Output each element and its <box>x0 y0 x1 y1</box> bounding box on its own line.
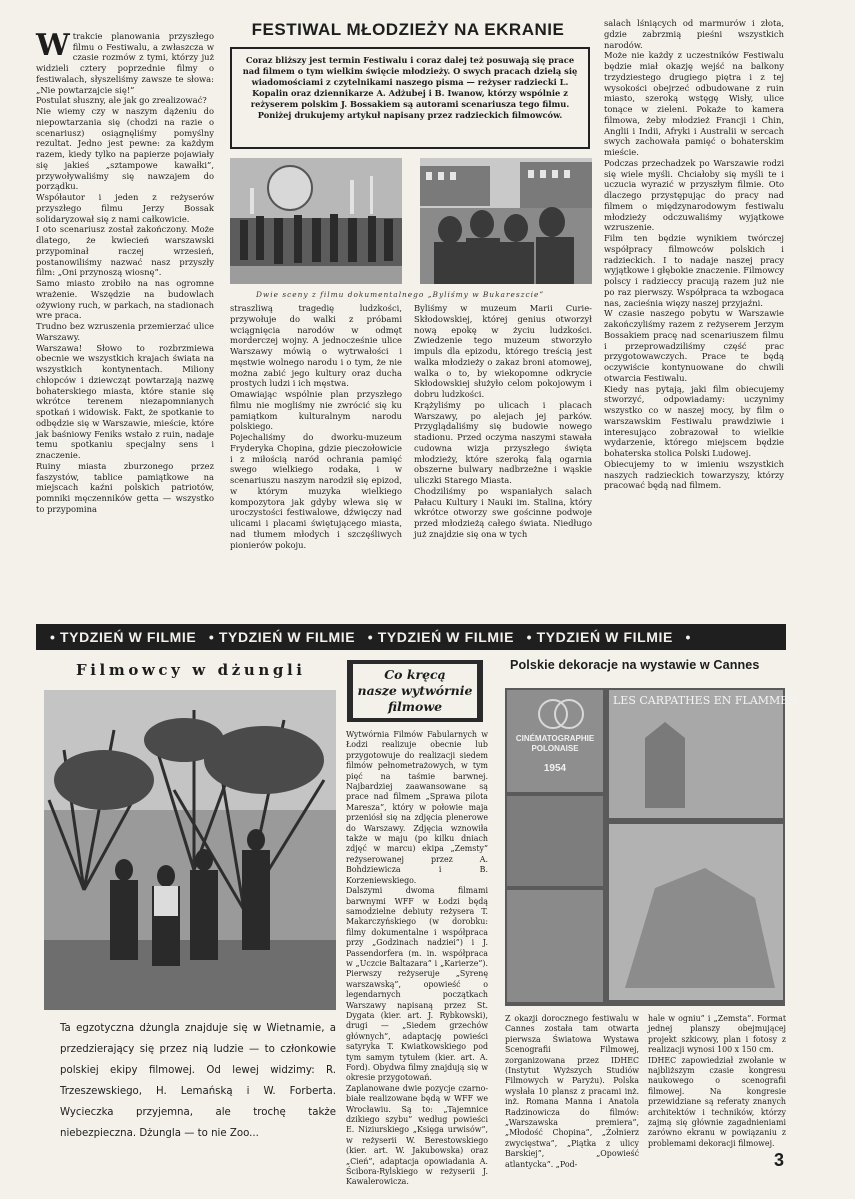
banner-item: • <box>685 629 691 645</box>
festival-column-3: Byliśmy w muzeum Marii Curie-Skłodowskiej, której genius otworzył nową epokę w życiu ludzkości. Zwiedzenie tego muzeum stworzyło impuls dla epizodu, którego treścią jest walka młodzieży o zakaz broni atomowej, walka o to, by wiekopomne odkrycie Skłodowskiej służyło celom pokojowym i dobru ludzkości. Krążyliśmy po ulicach i placach Warszawy, po alejach jej parków. Przyglądaliśmy się budowie nowego stadionu. Przed oczyma naszymi stawała cudowna wizja przyszłego święta młodzieży, które szeroką falą ogarnia obszerne bulwary nadbrzeżne i wąskie uliczki Starego Miasta. Chodziliśmy po wspaniałych salach Pałacu Kultury i Nauki im. Stalina, który wkrótce otworzy swe gościnne podwoje przed młodzieżą całego świata. Niedługo już znajdzie się ona w tych <box>414 303 592 539</box>
studio-label-line2: nasze wytwórnie <box>357 683 473 698</box>
banner-item: • TYDZIEŃ W FILMIE <box>367 629 515 645</box>
festival-column-2: straszliwą tragedię ludzkości, przywołuje do walki z próbami wciągnięcia narodów w odmęt morderczej wojny. A jednocześnie ulice Warszawy mówią o wytrwałości i męstwie wolnego narodu i o tym, że nie można zabić jego kultury oraz ducha prostych ludzi i ich męstwa. Omawiając wspólnie plan przyszłego filmu nie mogliśmy nie zwrócić się ku pamiątkom kulturalnym narodu polskiego. Pojechaliśmy do dworku-muzeum Fryderyka Chopina, gdzie pieczołowicie i z miłością naród ochrania pamięć swego wielkiego rodaka, i w scenariuszu naszym narodził się epizod, w którym muzyka wielkiego kompozytora jak gdyby wlewa się w uroczystości festiwalowe, dźwięczy nad ulicami i placami świętującego miasta, nad tłumem młodych i szczęśliwych pionierów pokoju. <box>230 303 402 550</box>
poster-right-title: LES CARPATHES EN FLAMMES <box>613 694 796 707</box>
group-photo-icon <box>420 158 592 284</box>
cannes-photo <box>505 688 796 1006</box>
studio-label-box <box>347 660 483 722</box>
poster-left-line2: POLONAISE <box>531 744 579 753</box>
festival-lead-box: Coraz bliższy jest termin Festiwalu i coraz dalej też posuwają się prace nad filmem o tym wielkim święcie młodzieży. O swych pracach dzielą się wiadomościami z czytelnikami naszego pisma — reżyser radziecki L. Kopalin oraz dziennikarze A. Adżubej i B. Iwanow, którzy wspólnie z reżyserem polskim J. Bossakiem są autorami scenariusza tego filmu. Poniżej drukujemy artykuł napisany przez radzieckich filmowców. <box>230 47 590 149</box>
jungle-caption: Ta egzotyczna dżungla znajduje się w Wietnamie, a przedzierający się przez nią ludzie — to członkowie polskiej ekipy filmowej. Od lewej widzimy: R. Trzeszewskiego, H. Lemańską i W. Forberta. Wycieczka przyjemna, ale trochę także niebezpieczna. Dżungla — to nie Zoo... <box>60 1023 336 1139</box>
week-in-film-banner <box>36 624 786 650</box>
page-number: 3 <box>774 1150 785 1170</box>
studio-label-line3: filmowe <box>387 699 443 714</box>
banner-item: • TYDZIEŃ W FILMIE <box>208 629 356 645</box>
festival-photo-right <box>420 158 592 284</box>
cannes-title: Polskie dekoracje na wystawie w Cannes <box>510 658 760 672</box>
banner-item: • TYDZIEŃ W FILMIE <box>50 629 197 645</box>
banner-item: • TYDZIEŃ W FILMIE <box>526 629 673 645</box>
drop-cap: W <box>36 27 70 63</box>
poster-left-line1: CINÉMATOGRAPHIE <box>515 734 595 743</box>
studio-label-line1: Co kręcą <box>384 667 446 682</box>
jungle-photo <box>44 690 336 1010</box>
studio-text: Wytwórnia Filmów Fabularnych w Łodzi realizuje obecnie lub przygotowuje do realizacji siedem filmów pełnometrażowych, w tym pięć na taśmie barwnej. Najbardziej zaawansowane są prace nad filmem „Sprawa pilota Maresza”, który w połowie maja przeniósł się na zdjęcia plenerowe do Warszawy. Zdjęcia wznowiła także w maju (po kilku dniach zdjęć w marcu) ekipa „Zemsty” reżyserowanej przez A. Bohdziewicza i B. Korzeniewskiego. Dalszymi dwoma filmami barwnymi WFF w Łodzi będą samodzielne debiuty reżysera T. Makarczyńskiego (w dorobku: filmy dokumentalne i współpraca przy „Godzinach nadziei”) i J. Passendorfera (m. in. współpraca w „Uczcie Baltazara” i „Karierze”). Pierwszy reżyseruje „Syrenę warszawską”, opowieść o legendarnych początkach Warszawy napisaną przez St. Dygata (kier. art. J. Rybkowski), drugi — „Siedem grzechów głównych”, adaptację powieści satyryka T. Kwiatkowskiego pod tym samym tytułem (kier. art. A. Ford). Obydwa filmy znajdują się w okresie przygotowań. Zaplanowane dwie pozycje czarno-białe realizowane będą w WFF we Wrocławiu. Są to: „Tajemnice dzikiego szybu” według powieści E. Niziurskiego „Księga urwisów”, w reżyserii W. Berestowskiego (kier. art. W. Jakubowska) oraz „Cień”, adaptacja opowiadania A. Ścibora-Rylskiego w reżyserii J. Kawalerowicza. <box>346 730 488 1187</box>
poster-year: 1954 <box>543 763 567 774</box>
cannes-column-1: Z okazji dorocznego festiwalu w Cannes została tam otwarta pierwsza Światowa Wystawa Scenografii Filmowej, zorganizowana przez IDHEC (Instytut Wyższych Studiów Filmowych w Paryżu). Polska wysłała 10 plansz z pracami inż. inż. Romana Manna i Anatola Radzinowicza do filmów: „Warszawska premiera”, „Młodość Chopina”, „Żołnierz zwycięstwa”, „Piątka z ulicy Barskiej”, „Opowieść atlantycka”. „Pod- <box>505 1014 639 1169</box>
festival-photo-left <box>230 158 402 284</box>
festival-column-1-text: trakcie planowania przyszłego filmu o Festiwalu, a zwłaszcza w czasie rozmów z tymi, którzy już widzieli cztery poprzednie filmy o festiwalach, słyszeliśmy zawsze te słowa: „Nie powtarzajcie się!” Postulat słuszny, ale jak go zrealizować? Nie wiemy czy w naszym dążeniu do niepowtarzania się (chodzi na razie o scenariusz) osiągnęliśmy pomyślny rezultat. Jedno jest pewne: za każdym razem, kiedy tylko na papierze pojawiały się jakieś „sztampowe kawałki”, przywoływaliśmy się nawzajem do porządku. Współautor i jeden z reżyserów przyszłego filmu Jerzy Bossak solidaryzował się z nami całkowicie. I oto scenariusz został zakończony. Może dlatego, że kwiecień warszawski przypominał raczej wrzesień, postanowiliśmy nazwać nasz przyszły film: „Oni przynoszą wiosnę”. Samo miasto zrobiło na nas ogromne wrażenie. Wszędzie na budowlach ożywiony ruch, w parkach, na stadionach wre praca. Trudno bez wzruszenia przemierzać ulice Warszawy. Warszawa! Słowo to rozbrzmiewa obecnie we wszystkich krajach świata na wszystkich kontynentach. Miliony chłopców i dziewcząt powtarzają nazwę bohaterskiego miasta, które stanie się wkrótce terenem niezapomnianych spotkań i widowisk. Fakt, że spotkanie to odbędzie się w Warszawie, mieście, które jak baśniowy Feniks wstało z ruin, nadaje temu spotkaniu specjalny sens i znaczenie. Ruiny miasta zburzonego przez faszystów, tablice pamiątkowe na miejscach kaźni polskich patriotów, pomniki męczenników getta — wszystko to przypomina <box>36 30 214 514</box>
festival-column-4: salach lśniących od marmurów i złota, gdzie zabrzmią pieśni wszystkich narodów. Może nie każdy z uczestników Festiwalu będzie miał okazję wejść na balkony trzydziestego drugiego piętra i z tej wysokości obejrzeć odbudowane z ruin miasto, szeroką wstęgę Wisły, ulice tonące w zieleni. Pokaże to kamera filmowa, żeby młodzież Francji i Chin, Anglii i Indii, Afryki i Australii w sercach swych zachowała pamięć o bohaterskim mieście. Podczas przechadzek po Warszawie rodzi się wiele myśli. Chciałoby się myśli te i uczucia wyrazić w przyszłym filmie. Oto dlaczego przystępując do pracy nad filmem o międzynarodowym festiwalu młodzieży odczuwaliśmy wyjątkowe wzruszenie. Film ten będzie wynikiem twórczej współpracy filmowców polskich i radzieckich. I to nadaje naszej pracy wyjątkowe i głębokie znaczenie. Filmowcy polscy i radzieccy pracują razem już nie po raz pierwszy. Współpraca ta wzbogaca nas, zacieśnia więzy naszej przyjaźni. W czasie naszego pobytu w Warszawie zakończyliśmy razem z reżyserem Jerzym Bossakiem pracę nad scenariuszem filmu i przeprowadziliśmy część prac przygotowawczych. Prace te będą oczywiście kontynuowane do chwili otwarcia Festiwalu. Kiedy nas pytają, jaki film obiecujemy stworzyć, odpowiadamy: uczynimy wszystko co w naszej mocy, by film o warszawskim Festiwalu prawdziwie i interesująco zobrazował to wielkie wydarzenie, którego miejscem będzie bohaterska stolica Polski Ludowej. Obiecujemy to w imieniu wszystkich naszych radzieckich towarzyszy, którzy pracować będą nad filmem. <box>604 18 784 491</box>
parade-photo-icon <box>230 158 402 284</box>
studio-label <box>353 664 477 718</box>
jungle-photo-icon <box>44 690 336 1010</box>
festival-headline: FESTIWAL MŁODZIEŻY NA EKRANIE <box>251 20 565 39</box>
festival-photo-caption: Dwie sceny z filmu dokumentalnego „Byliśmy w Bukareszcie” <box>256 290 545 299</box>
jungle-title: Filmowcy w dżungli <box>76 661 306 679</box>
cannes-column-2: hale w ogniu” i „Zemsta”. Format jednej planszy obejmującej projekt szkicowy, plan i fotosy z realizacji wynosi 100 x 150 cm. IDHEC zapowiedział zwołanie w najbliższym czasie kongresu naukowego o scenografii filmowej. Na kongresie przewidziane są referaty znanych architektów i techników, którzy zajmą się głównie zagadnieniami zarówno ekranu w powiązaniu z problemami dekoracji filmowej. <box>648 1014 786 1148</box>
festival-column-1 <box>36 20 214 602</box>
poster-left-title <box>509 734 601 774</box>
